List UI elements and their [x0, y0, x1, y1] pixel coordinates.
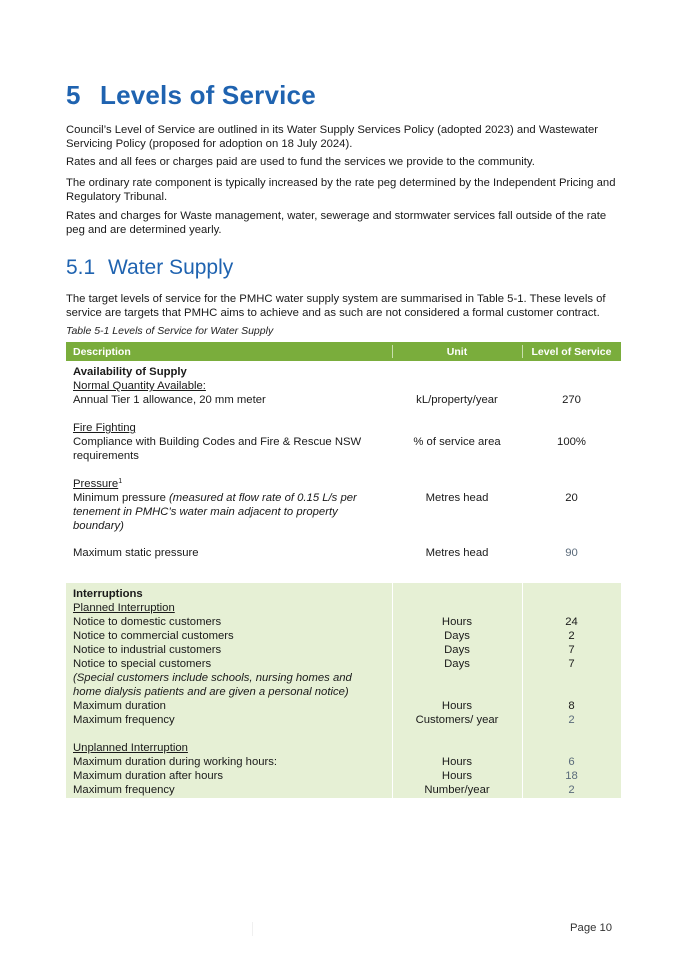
header-level: Level of Service: [531, 346, 612, 358]
min-pressure-unit: Metres head: [425, 492, 489, 504]
min-pressure-note: (measured at flow rate of 0.15 L/s per tenement in PMHC’s water main adjacent to property boundary): [73, 492, 357, 532]
paragraph-rate-peg: The ordinary rate component is typically increased by the rate peg determined by the Independent Pricing and Regulatory Tribunal.: [66, 177, 616, 203]
paragraph-waste: Rates and charges for Waste management, water, sewerage and stormwater services fall outside of the rate peg and are determined yearly.: [66, 210, 607, 236]
paragraph-rates: Rates and all fees or charges paid are used to fund the services we provide to the community.: [66, 156, 535, 168]
unplanned-row-unit: Hours: [441, 770, 473, 782]
table-header-row: [66, 342, 621, 361]
availability-section: [66, 361, 621, 583]
max-static-pressure-level: 90: [565, 547, 578, 559]
pressure-heading: [73, 477, 373, 491]
fire-fighting-heading: Fire Fighting: [73, 422, 136, 434]
section-heading: [66, 80, 316, 111]
max-static-pressure-unit: Metres head: [425, 547, 489, 559]
subsection-heading: [66, 256, 233, 280]
planned-row-level: 2: [568, 630, 575, 642]
fire-fighting-desc: Compliance with Building Codes and Fire & Rescue NSW requirements: [73, 436, 362, 462]
unplanned-row-unit: Hours: [441, 756, 473, 768]
planned-row-desc: Notice to commercial customers: [73, 630, 234, 642]
planned-max-frequency-level: 2: [568, 714, 575, 726]
planned-row-desc: Notice to domestic customers: [73, 616, 222, 628]
planned-max-duration-unit: Hours: [441, 700, 473, 712]
availability-title: Availability of Supply: [73, 366, 187, 378]
planned-row-level: 7: [568, 658, 575, 670]
interruptions-title: Interruptions: [73, 588, 143, 600]
planned-row-desc: Notice to industrial customers: [73, 644, 222, 656]
unplanned-row-level: 2: [568, 784, 575, 796]
page-number: Page 10: [570, 922, 613, 934]
footer-divider: [252, 922, 253, 936]
subsection-number: 5.1: [66, 256, 96, 279]
unplanned-row-level: 18: [565, 770, 578, 782]
section-title: Levels of Service: [100, 80, 316, 110]
paragraph-intro: The target levels of service for the PMHC water supply system are summarised in Table 5-1. These levels of service are targets that PMHC aims to achieve and as such are not considered a formal customer contract.: [66, 293, 606, 319]
paragraph-policy: Council’s Level of Service are outlined in its Water Supply Services Policy (adopted 2023) and Wastewater Servicing Policy (proposed for adoption on 18 July 2024).: [66, 124, 599, 150]
normal-quantity-heading: Normal Quantity Available:: [73, 380, 206, 392]
header-description: Description: [73, 346, 131, 358]
unplanned-row-desc: Maximum frequency: [73, 784, 175, 796]
table-caption: Table 5-1 Levels of Service for Water Supply: [66, 325, 274, 337]
section-number: 5: [66, 80, 81, 110]
planned-max-duration-desc: Maximum duration: [73, 700, 166, 712]
unplanned-row-level: 6: [568, 756, 575, 768]
planned-row-unit: Days: [444, 644, 470, 656]
planned-row-unit: Days: [444, 630, 470, 642]
planned-interruption-heading: Planned Interruption: [73, 602, 175, 614]
planned-row-level: 24: [565, 616, 578, 628]
unplanned-row-desc: Maximum duration after hours: [73, 770, 224, 782]
max-static-pressure-desc: Maximum static pressure: [73, 547, 199, 559]
planned-max-frequency-unit: Customers/ year: [415, 714, 499, 726]
pressure-heading-text: Pressure: [73, 478, 119, 490]
unplanned-row-desc: Maximum duration during working hours:: [73, 756, 278, 768]
min-pressure-level: 20: [565, 492, 578, 504]
subsection-title: Water Supply: [108, 256, 234, 279]
interruptions-section: [66, 583, 621, 798]
unplanned-interruption-heading: Unplanned Interruption: [73, 742, 188, 754]
planned-row-unit: Hours: [441, 616, 473, 628]
special-customers-note: (Special customers include schools, nursing homes and home dialysis patients and are given a personal notice): [73, 672, 352, 698]
planned-max-frequency-desc: Maximum frequency: [73, 714, 175, 726]
tier1-allowance-level: 270: [562, 394, 581, 406]
fire-fighting-unit: % of service area: [413, 436, 501, 448]
planned-row-desc: Notice to special customers: [73, 658, 212, 670]
planned-row-unit: Days: [444, 658, 470, 670]
levels-of-service-table: [66, 342, 621, 798]
planned-row-level: 7: [568, 644, 575, 656]
planned-max-duration-level: 8: [568, 700, 575, 712]
tier1-allowance-unit: kL/property/year: [416, 394, 498, 406]
pressure-footnote-mark: 1: [118, 478, 123, 485]
min-pressure-label: Minimum pressure: [73, 492, 170, 504]
fire-fighting-level: 100%: [557, 436, 586, 448]
unplanned-row-unit: Number/year: [424, 784, 490, 796]
min-pressure-desc: [73, 491, 378, 533]
header-unit: Unit: [446, 346, 468, 358]
tier1-allowance-desc: Annual Tier 1 allowance, 20 mm meter: [73, 394, 266, 406]
